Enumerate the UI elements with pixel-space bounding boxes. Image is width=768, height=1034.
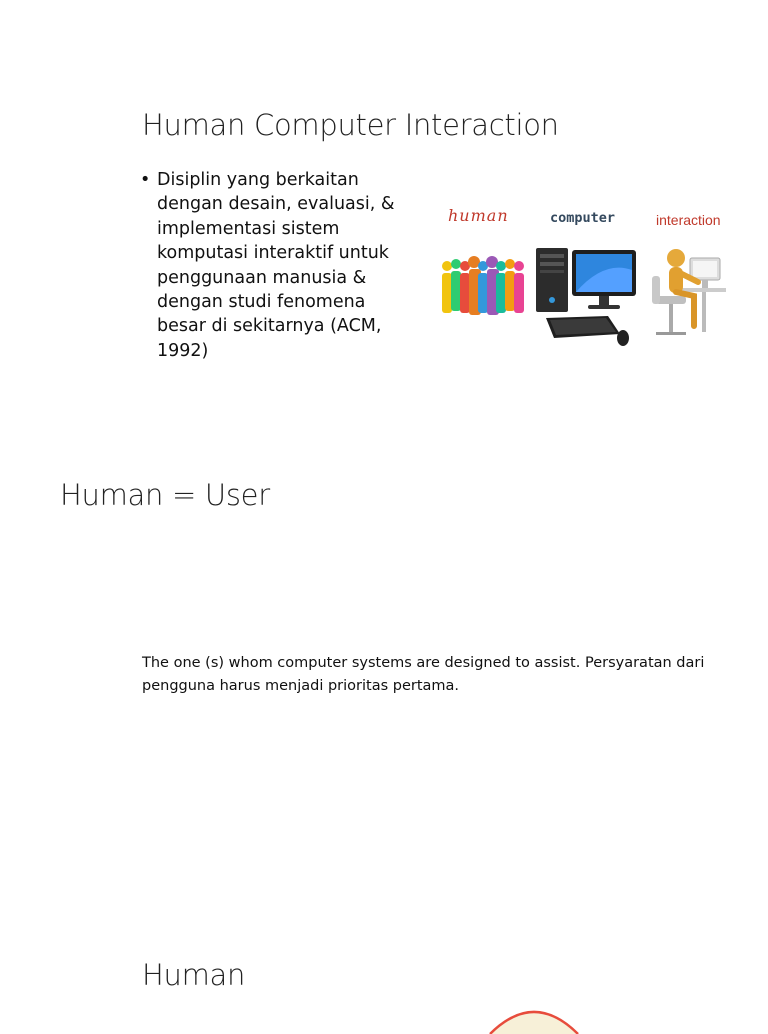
person-at-desk-icon xyxy=(652,249,726,335)
slide-title: Human xyxy=(142,958,246,992)
person-figure-icon xyxy=(451,259,461,311)
illustration-label-computer: computer xyxy=(550,210,616,226)
person-figure-icon xyxy=(460,261,470,313)
person-figure-icon xyxy=(496,261,506,313)
keyboard-icon xyxy=(546,316,620,338)
hci-illustration-graphic xyxy=(436,200,732,352)
illustration-label-interaction: interaction xyxy=(656,212,721,228)
person-figure-icon xyxy=(505,259,515,311)
slide-hci xyxy=(0,0,768,420)
bullet-list xyxy=(140,168,410,363)
definition-paragraph: The one (s) whom computer systems are designed to assist. Persyaratan dari pengguna harus menjadi prioritas pertama. xyxy=(142,655,705,694)
monitor-icon xyxy=(572,250,636,309)
partial-shape-icon xyxy=(484,1004,584,1034)
slide-title: Human = User xyxy=(60,478,270,512)
slide-title: Human Computer Interaction xyxy=(142,108,559,142)
slide-human xyxy=(0,940,768,1024)
mouse-icon xyxy=(617,330,629,346)
person-figure-icon xyxy=(442,261,452,313)
person-figure-icon xyxy=(514,261,524,313)
people-group-icon xyxy=(442,256,524,315)
hci-illustration xyxy=(436,200,732,352)
bullet-marker: • xyxy=(140,170,151,190)
computer-tower-icon xyxy=(536,248,568,312)
person-figure-icon xyxy=(478,261,488,313)
bullet-text: Disiplin yang berkaitan dengan desain, evaluasi, & implementasi sistem komputasi interaktif untuk penggunaan manusia & dengan studi fenomena besar di sekitarnya (ACM, 1992) xyxy=(157,170,395,361)
illustration-label-human: human xyxy=(448,206,509,225)
